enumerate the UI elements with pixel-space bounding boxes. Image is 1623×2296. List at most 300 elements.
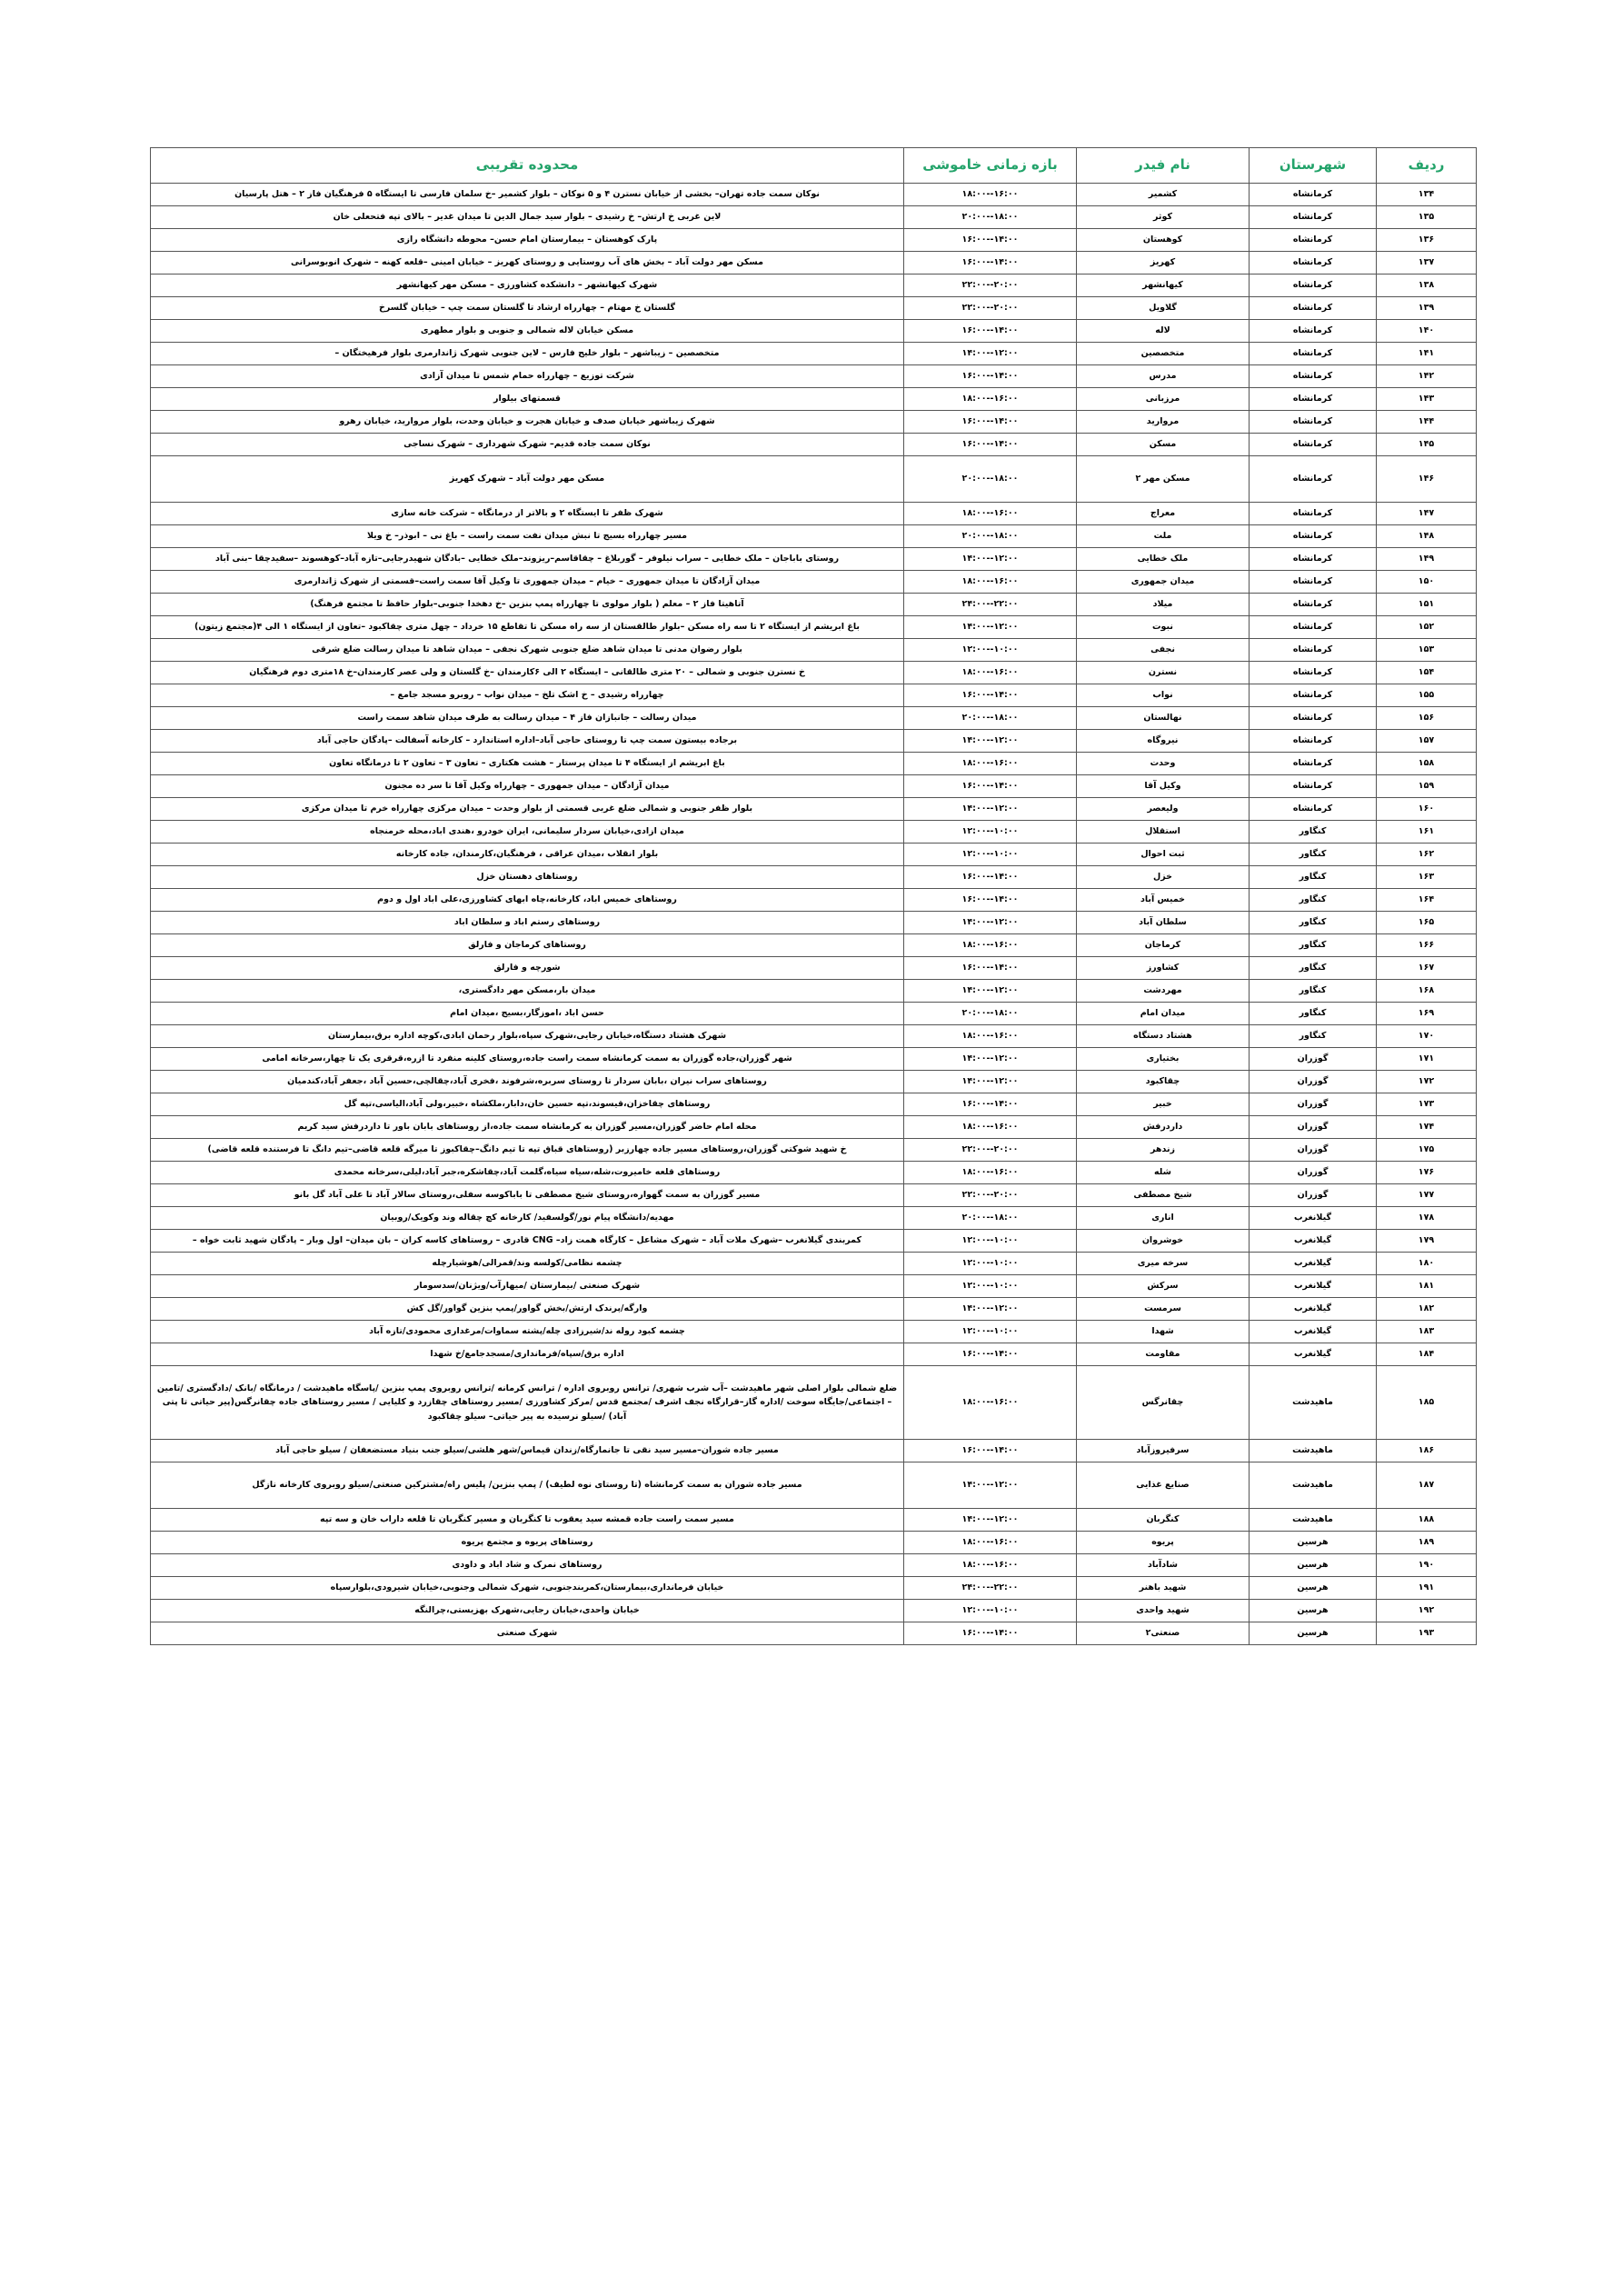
cell-feeder: نیروگاه: [1077, 730, 1250, 753]
cell-city: کرمانشاه: [1250, 184, 1377, 206]
cell-row-number: ۱۳۷: [1377, 252, 1477, 275]
cell-area: شهر گوزران،جاده گوزران به سمت کرمانشاه سمت راست جاده،روستای کلینه منفرد تا ازره،قرقری یک تا چهار،سرخانه امامی: [151, 1048, 904, 1071]
table-row: [151, 957, 1477, 980]
cell-city: گوزران: [1250, 1184, 1377, 1207]
cell-outage-time: ۱۰:۰۰--۱۲:۰۰: [904, 639, 1077, 662]
cell-outage-time: ۲۰:۰۰--۲۲:۰۰: [904, 275, 1077, 297]
table-row: [151, 1366, 1477, 1440]
cell-feeder: وکیل آقا: [1077, 775, 1250, 798]
table-row: [151, 889, 1477, 912]
cell-outage-time: ۱۲:۰۰--۱۴:۰۰: [904, 730, 1077, 753]
cell-row-number: ۱۵۰: [1377, 571, 1477, 594]
cell-feeder: کشاورز: [1077, 957, 1250, 980]
table-row: [151, 1162, 1477, 1184]
cell-feeder: صنعتی۲: [1077, 1622, 1250, 1645]
cell-outage-time: ۲۰:۰۰--۲۲:۰۰: [904, 297, 1077, 320]
cell-area: میدان آزادگان – میدان جمهوری – چهارراه وکیل آقا تا سر ده مجنون: [151, 775, 904, 798]
cell-area: وارگه/پرندک ارتش/بخش گواور/پمپ بنزین گواور/گل کش: [151, 1298, 904, 1321]
cell-outage-time: ۱۲:۰۰--۱۴:۰۰: [904, 798, 1077, 821]
cell-outage-time: ۱۴:۰۰--۱۶:۰۰: [904, 775, 1077, 798]
cell-row-number: ۱۸۴: [1377, 1343, 1477, 1366]
cell-feeder: متخصصین: [1077, 343, 1250, 365]
cell-city: گیلانغرب: [1250, 1230, 1377, 1253]
cell-city: گیلانغرب: [1250, 1321, 1377, 1343]
cell-row-number: ۱۶۸: [1377, 980, 1477, 1003]
cell-city: گیلانغرب: [1250, 1253, 1377, 1275]
table-row: [151, 844, 1477, 866]
cell-feeder: مقاومت: [1077, 1343, 1250, 1366]
cell-outage-time: ۱۴:۰۰--۱۶:۰۰: [904, 1622, 1077, 1645]
cell-area: روستاهای خمیس اباد، کارخانه،چاه ابهای کشاورزی،علی اباد اول و دوم: [151, 889, 904, 912]
cell-feeder: شهید واحدی: [1077, 1600, 1250, 1622]
cell-feeder: نجفی: [1077, 639, 1250, 662]
cell-outage-time: ۱۰:۰۰--۱۲:۰۰: [904, 1230, 1077, 1253]
cell-outage-time: ۱۶:۰۰--۱۸:۰۰: [904, 1366, 1077, 1440]
cell-city: کنگاور: [1250, 821, 1377, 844]
cell-feeder: نهالستان: [1077, 707, 1250, 730]
cell-row-number: ۱۶۵: [1377, 912, 1477, 934]
cell-city: هرسین: [1250, 1622, 1377, 1645]
cell-feeder: مسکن: [1077, 434, 1250, 456]
cell-city: کرمانشاه: [1250, 275, 1377, 297]
cell-city: کرمانشاه: [1250, 434, 1377, 456]
cell-feeder: معراج: [1077, 503, 1250, 525]
table-row: [151, 684, 1477, 707]
table-row: [151, 1048, 1477, 1071]
cell-outage-time: ۱۲:۰۰--۱۴:۰۰: [904, 1509, 1077, 1532]
cell-outage-time: ۱۴:۰۰--۱۶:۰۰: [904, 1093, 1077, 1116]
table-row: [151, 1577, 1477, 1600]
cell-row-number: ۱۶۰: [1377, 798, 1477, 821]
table-body: [151, 184, 1477, 1645]
cell-feeder: نسترن: [1077, 662, 1250, 684]
cell-feeder: گلاویل: [1077, 297, 1250, 320]
cell-feeder: وحدت: [1077, 753, 1250, 775]
cell-row-number: ۱۷۷: [1377, 1184, 1477, 1207]
cell-feeder: میدان جمهوری: [1077, 571, 1250, 594]
cell-city: کنگاور: [1250, 980, 1377, 1003]
table-row: [151, 1298, 1477, 1321]
cell-outage-time: ۱۲:۰۰--۱۴:۰۰: [904, 343, 1077, 365]
cell-outage-time: ۱۸:۰۰--۲۰:۰۰: [904, 456, 1077, 503]
cell-city: ماهیدشت: [1250, 1462, 1377, 1509]
cell-row-number: ۱۵۶: [1377, 707, 1477, 730]
cell-row-number: ۱۳۹: [1377, 297, 1477, 320]
cell-row-number: ۱۶۶: [1377, 934, 1477, 957]
header-row-number: ردیف: [1377, 148, 1477, 184]
cell-outage-time: ۱۴:۰۰--۱۶:۰۰: [904, 229, 1077, 252]
cell-outage-time: ۱۴:۰۰--۱۶:۰۰: [904, 866, 1077, 889]
cell-area: برجاده بیستون سمت چپ تا روستای حاجی آباد–اداره استاندارد – کارخانه آسفالت –پادگان حاجی آباد: [151, 730, 904, 753]
cell-area: شرکت توزیع – چهارراه حمام شمس تا میدان آزادی: [151, 365, 904, 388]
cell-area: شهرک زیباشهر خیابان صدف و خیابان هجرت و خیابان وحدت، بلوار مروارید، خیابان رهرو: [151, 411, 904, 434]
cell-outage-time: ۱۰:۰۰--۱۲:۰۰: [904, 1321, 1077, 1343]
cell-city: کرمانشاه: [1250, 365, 1377, 388]
cell-row-number: ۱۸۰: [1377, 1253, 1477, 1275]
cell-feeder: هشتاد دستگاه: [1077, 1025, 1250, 1048]
cell-city: ماهیدشت: [1250, 1440, 1377, 1462]
cell-area: میدان بار،مسکن مهر دادگستری،: [151, 980, 904, 1003]
outage-schedule-sheet: [150, 147, 1477, 1645]
cell-feeder: صنایع غذایی: [1077, 1462, 1250, 1509]
cell-row-number: ۱۵۴: [1377, 662, 1477, 684]
cell-feeder: لاله: [1077, 320, 1250, 343]
cell-row-number: ۱۷۵: [1377, 1139, 1477, 1162]
cell-city: کرمانشاه: [1250, 616, 1377, 639]
table-row: [151, 616, 1477, 639]
cell-row-number: ۱۴۴: [1377, 411, 1477, 434]
cell-area: شورچه و فارلق: [151, 957, 904, 980]
table-row: [151, 662, 1477, 684]
cell-city: گوزران: [1250, 1139, 1377, 1162]
cell-outage-time: ۱۶:۰۰--۱۸:۰۰: [904, 1554, 1077, 1577]
cell-feeder: شله: [1077, 1162, 1250, 1184]
table-row: [151, 1139, 1477, 1162]
cell-feeder: سرمست: [1077, 1298, 1250, 1321]
cell-city: گیلانغرب: [1250, 1275, 1377, 1298]
table-row: [151, 775, 1477, 798]
cell-row-number: ۱۳۶: [1377, 229, 1477, 252]
cell-row-number: ۱۴۶: [1377, 456, 1477, 503]
cell-row-number: ۱۴۹: [1377, 548, 1477, 571]
cell-outage-time: ۱۴:۰۰--۱۶:۰۰: [904, 252, 1077, 275]
cell-outage-time: ۱۸:۰۰--۲۰:۰۰: [904, 525, 1077, 548]
header-feeder: نام فیدر: [1077, 148, 1250, 184]
cell-feeder: کرماجان: [1077, 934, 1250, 957]
cell-outage-time: ۱۰:۰۰--۱۲:۰۰: [904, 1600, 1077, 1622]
cell-outage-time: ۱۶:۰۰--۱۸:۰۰: [904, 1116, 1077, 1139]
cell-area: چهارراه رشیدی – خ اشک تلخ – میدان نواب – روبرو مسجد جامع –: [151, 684, 904, 707]
cell-city: گیلانغرب: [1250, 1298, 1377, 1321]
cell-outage-time: ۱۶:۰۰--۱۸:۰۰: [904, 1532, 1077, 1554]
cell-city: کرمانشاه: [1250, 229, 1377, 252]
cell-area: چشمه کبود روله ند/شیرزادی چله/پشته سماوات/مرغداری محمودی/تازه آباد: [151, 1321, 904, 1343]
cell-feeder: سلطان آباد: [1077, 912, 1250, 934]
cell-row-number: ۱۴۷: [1377, 503, 1477, 525]
cell-row-number: ۱۳۴: [1377, 184, 1477, 206]
cell-feeder: چقاکبود: [1077, 1071, 1250, 1093]
cell-area: نوکان سمت جاده قدیم– شهرک شهرداری – شهرک نساجی: [151, 434, 904, 456]
cell-area: روستاهای سراب نیران ،بابان سردار تا روستای سربره،شرفوند ،فخری آباد،چقالچی،حسین آباد ،جعفر آباد،کندمیان: [151, 1071, 904, 1093]
cell-city: کنگاور: [1250, 1025, 1377, 1048]
cell-row-number: ۱۶۱: [1377, 821, 1477, 844]
cell-feeder: خمیس آباد: [1077, 889, 1250, 912]
cell-feeder: میدان امام: [1077, 1003, 1250, 1025]
cell-outage-time: ۱۶:۰۰--۱۸:۰۰: [904, 1162, 1077, 1184]
cell-area: میدان رسالت – جانبازان فاز ۴ – میدان رسالت به طرف میدان شاهد سمت راست: [151, 707, 904, 730]
table-row: [151, 912, 1477, 934]
cell-area: مسکن مهر دولت آباد – بخش های آب روستایی و روستای کهریز – خیابان امینی –قلعه کهنه – شهرک انوبوسرانی: [151, 252, 904, 275]
cell-row-number: ۱۳۸: [1377, 275, 1477, 297]
cell-city: کرمانشاه: [1250, 343, 1377, 365]
cell-city: کنگاور: [1250, 866, 1377, 889]
cell-feeder: کوثر: [1077, 206, 1250, 229]
cell-city: کرمانشاه: [1250, 730, 1377, 753]
cell-feeder: کنگربان: [1077, 1509, 1250, 1532]
cell-city: کرمانشاه: [1250, 456, 1377, 503]
cell-feeder: کهریز: [1077, 252, 1250, 275]
cell-feeder: مسکن مهر ۲: [1077, 456, 1250, 503]
cell-row-number: ۱۴۸: [1377, 525, 1477, 548]
cell-area: روستاهای کرماجان و فارلق: [151, 934, 904, 957]
cell-outage-time: ۱۴:۰۰--۱۶:۰۰: [904, 684, 1077, 707]
cell-outage-time: ۱۶:۰۰--۱۸:۰۰: [904, 662, 1077, 684]
cell-area: شهرک صنعتی: [151, 1622, 904, 1645]
cell-row-number: ۱۸۲: [1377, 1298, 1477, 1321]
cell-row-number: ۱۷۴: [1377, 1116, 1477, 1139]
cell-city: کنگاور: [1250, 889, 1377, 912]
cell-feeder: مرزبانی: [1077, 388, 1250, 411]
table-row: [151, 1003, 1477, 1025]
cell-feeder: استقلال: [1077, 821, 1250, 844]
cell-row-number: ۱۷۶: [1377, 1162, 1477, 1184]
table-row: [151, 1343, 1477, 1366]
cell-row-number: ۱۵۱: [1377, 594, 1477, 616]
cell-outage-time: ۱۴:۰۰--۱۶:۰۰: [904, 320, 1077, 343]
cell-feeder: خزل: [1077, 866, 1250, 889]
cell-row-number: ۱۷۲: [1377, 1071, 1477, 1093]
table-row: [151, 184, 1477, 206]
cell-feeder: ملت: [1077, 525, 1250, 548]
header-outage-time: بازه زمانی خاموشی: [904, 148, 1077, 184]
table-row: [151, 1440, 1477, 1462]
cell-area: مسیر جاده شوران به سمت کرمانشاه (تا روستای نوه لطیف) / پمپ بنزین/ پلیس راه/مشترکین صنعتی/سیلو روبروی کارخانه نازگل: [151, 1462, 904, 1509]
table-row: [151, 707, 1477, 730]
cell-outage-time: ۱۲:۰۰--۱۴:۰۰: [904, 548, 1077, 571]
cell-area: پارک کوهستان – بیمارستان امام حسن– محوطه دانشگاه رازی: [151, 229, 904, 252]
table-row: [151, 1230, 1477, 1253]
cell-row-number: ۱۸۹: [1377, 1532, 1477, 1554]
cell-row-number: ۱۴۰: [1377, 320, 1477, 343]
cell-outage-time: ۲۲:۰۰--۲۴:۰۰: [904, 1577, 1077, 1600]
cell-row-number: ۱۶۲: [1377, 844, 1477, 866]
cell-feeder: پریوه: [1077, 1532, 1250, 1554]
table-row: [151, 1207, 1477, 1230]
table-row: [151, 1622, 1477, 1645]
cell-outage-time: ۱۶:۰۰--۱۸:۰۰: [904, 934, 1077, 957]
cell-area: لاین غربی خ ارتش– خ رشیدی – بلوار سید جمال الدین تا میدان غدیر – بالای تپه فتحعلی خان: [151, 206, 904, 229]
cell-city: کرمانشاه: [1250, 206, 1377, 229]
cell-city: کرمانشاه: [1250, 411, 1377, 434]
table-row: [151, 1462, 1477, 1509]
cell-city: هرسین: [1250, 1600, 1377, 1622]
table-row: [151, 571, 1477, 594]
cell-area: روستاهای دهستان خزل: [151, 866, 904, 889]
cell-outage-time: ۱۰:۰۰--۱۲:۰۰: [904, 844, 1077, 866]
cell-row-number: ۱۶۳: [1377, 866, 1477, 889]
cell-row-number: ۱۶۷: [1377, 957, 1477, 980]
cell-feeder: نبوت: [1077, 616, 1250, 639]
cell-area: مسکن مهر دولت آباد – شهرک کهریز: [151, 456, 904, 503]
cell-area: باغ ابریشم از ایستگاه ۴ تا میدان پرستار – هشت هکتاری – تعاون ۳ – تعاون ۲ تا درمانگاه تعاون: [151, 753, 904, 775]
table-row: [151, 320, 1477, 343]
table-row: [151, 206, 1477, 229]
table-row: [151, 1184, 1477, 1207]
table-row: [151, 980, 1477, 1003]
cell-outage-time: ۱۶:۰۰--۱۸:۰۰: [904, 184, 1077, 206]
cell-area: شهرک ظفر تا ایستگاه ۲ و بالاتر از درمانگاه – شرکت خانه سازی: [151, 503, 904, 525]
cell-area: گلستان خ مهتام – چهارراه ارشاد تا گلستان سمت چپ – خیابان گلسرخ: [151, 297, 904, 320]
cell-area: میدان ازادی،خیابان سردار سلیمانی، ایران خودرو ،هندی اباد،محله خرمنجاه: [151, 821, 904, 844]
table-row: [151, 798, 1477, 821]
cell-row-number: ۱۷۸: [1377, 1207, 1477, 1230]
cell-outage-time: ۱۴:۰۰--۱۶:۰۰: [904, 957, 1077, 980]
cell-row-number: ۱۴۱: [1377, 343, 1477, 365]
cell-feeder: سرخه میری: [1077, 1253, 1250, 1275]
cell-city: گیلانغرب: [1250, 1207, 1377, 1230]
cell-row-number: ۱۵۵: [1377, 684, 1477, 707]
table-row: [151, 753, 1477, 775]
cell-row-number: ۱۵۹: [1377, 775, 1477, 798]
cell-feeder: شهید باهنر: [1077, 1577, 1250, 1600]
outage-schedule-table: [150, 147, 1477, 1645]
cell-area: حسن اباد ،اموزگار،بسیج ،میدان امام: [151, 1003, 904, 1025]
cell-outage-time: ۱۶:۰۰--۱۸:۰۰: [904, 388, 1077, 411]
table-row: [151, 548, 1477, 571]
cell-area: خ شهید شوکتی گوزران،روستاهای مسیر جاده چهارزبر (روستاهای قباق تپه تا تیم دانگ–چقاکبوز تا میرگه قلعه قاضی–تیم دانگ تا فرستنده قلعه قاضی): [151, 1139, 904, 1162]
table-row: [151, 456, 1477, 503]
table-row: [151, 1071, 1477, 1093]
table-row: [151, 1532, 1477, 1554]
cell-row-number: ۱۵۷: [1377, 730, 1477, 753]
cell-row-number: ۱۹۲: [1377, 1600, 1477, 1622]
cell-area: مسکن خیابان لاله شمالی و جنوبی و بلوار مطهری: [151, 320, 904, 343]
cell-city: گوزران: [1250, 1093, 1377, 1116]
cell-outage-time: ۱۰:۰۰--۱۲:۰۰: [904, 1253, 1077, 1275]
cell-outage-time: ۲۰:۰۰--۲۲:۰۰: [904, 1139, 1077, 1162]
cell-area: شهرک کیهانشهر – دانشکده کشاورزی – مسکن مهر کیهانشهر: [151, 275, 904, 297]
cell-outage-time: ۱۶:۰۰--۱۸:۰۰: [904, 753, 1077, 775]
cell-area: مسیر گوزران به سمت گهواره،روستای شیخ مصطفی تا باباکوسه سفلی،روستای سالار آباد تا علی آباد گل بانو: [151, 1184, 904, 1207]
table-row: [151, 730, 1477, 753]
cell-city: گیلانغرب: [1250, 1343, 1377, 1366]
cell-feeder: شیخ مصطفی: [1077, 1184, 1250, 1207]
cell-outage-time: ۱۴:۰۰--۱۶:۰۰: [904, 1343, 1077, 1366]
cell-row-number: ۱۹۱: [1377, 1577, 1477, 1600]
cell-city: گوزران: [1250, 1071, 1377, 1093]
cell-row-number: ۱۸۱: [1377, 1275, 1477, 1298]
cell-outage-time: ۱۴:۰۰--۱۶:۰۰: [904, 434, 1077, 456]
cell-area: روستاهای چقاخزان،قیسوند،تپه حسین خان،دابار،ملکشاه ،خبیر،ولی آباد،الیاسی،تپه گل: [151, 1093, 904, 1116]
cell-outage-time: ۱۸:۰۰--۲۰:۰۰: [904, 1003, 1077, 1025]
cell-outage-time: ۱۶:۰۰--۱۸:۰۰: [904, 503, 1077, 525]
table-row: [151, 1116, 1477, 1139]
table-row: [151, 594, 1477, 616]
cell-city: کرمانشاه: [1250, 388, 1377, 411]
cell-area: خیابان فرمانداری،بیمارستان،کمربندجنوبی، شهرک شمالی وجنوبی،خیابان شیرودی،بلوارسپاه: [151, 1577, 904, 1600]
table-row: [151, 866, 1477, 889]
cell-row-number: ۱۷۱: [1377, 1048, 1477, 1071]
table-row: [151, 297, 1477, 320]
cell-feeder: مهردشت: [1077, 980, 1250, 1003]
cell-outage-time: ۱۸:۰۰--۲۰:۰۰: [904, 707, 1077, 730]
table-row: [151, 639, 1477, 662]
cell-city: کرمانشاه: [1250, 707, 1377, 730]
cell-area: بلوار ظفر جنوبی و شمالی ضلع غربی قسمتی از بلوار وحدت – میدان مرکزی چهارراه خرم تا میدان مرکزی: [151, 798, 904, 821]
cell-feeder: ثبت احوال: [1077, 844, 1250, 866]
cell-city: ماهیدشت: [1250, 1509, 1377, 1532]
cell-feeder: سرفیروزآباد: [1077, 1440, 1250, 1462]
cell-outage-time: ۱۲:۰۰--۱۴:۰۰: [904, 980, 1077, 1003]
cell-city: کنگاور: [1250, 912, 1377, 934]
cell-row-number: ۱۹۳: [1377, 1622, 1477, 1645]
cell-outage-time: ۱۸:۰۰--۲۰:۰۰: [904, 206, 1077, 229]
table-row: [151, 1509, 1477, 1532]
cell-outage-time: ۱۴:۰۰--۱۶:۰۰: [904, 411, 1077, 434]
table-row: [151, 1253, 1477, 1275]
cell-city: کرمانشاه: [1250, 594, 1377, 616]
cell-area: محله امام حاضر گوزران،مسیر گوزران به کرمانشاه سمت جاده،از روستاهای بابان باور تا داردرفش سید کریم: [151, 1116, 904, 1139]
table-row: [151, 1321, 1477, 1343]
cell-city: کرمانشاه: [1250, 662, 1377, 684]
cell-row-number: ۱۵۲: [1377, 616, 1477, 639]
cell-area: مهدیه/دانشگاه پیام نور/گولسفید/ کارخانه کچ چقاله وند وکویک/روبیان: [151, 1207, 904, 1230]
cell-feeder: داردرفش: [1077, 1116, 1250, 1139]
cell-row-number: ۱۸۳: [1377, 1321, 1477, 1343]
cell-area: میدان آزادگان تا میدان جمهوری – خیام – میدان جمهوری تا وکیل آقا سمت راست–قسمتی از شهرک ژاندارمری: [151, 571, 904, 594]
cell-city: کرمانشاه: [1250, 798, 1377, 821]
cell-area: کمربندی گیلانغرب –شهرک ملات آباد – شهرک مشاعل – کارگاه همت زاد– CNG قادری – روستاهای کاسه کران – بان میدان– اول وبار – پادگان شهید ثابت خواه –: [151, 1230, 904, 1253]
cell-area: قسمتهای بیلوار: [151, 388, 904, 411]
cell-area: آتاهیتا فاز ۲ – معلم ( بلوار مولوی تا چهارراه پمپ بنزین –خ دهخدا جنوبی–بلوار حافظ تا مجتمع فرهنگ): [151, 594, 904, 616]
cell-city: کنگاور: [1250, 1003, 1377, 1025]
cell-row-number: ۱۵۸: [1377, 753, 1477, 775]
cell-row-number: ۱۳۵: [1377, 206, 1477, 229]
cell-area: روستاهای قلعه خامیروت،شله،سیاه سیاه،گلمت آباد،چقاشکره،جبر آباد،لیلی،سرخانه محمدی: [151, 1162, 904, 1184]
cell-area: خیابان واحدی،خیابان رجایی،شهرک بهزیستی،چرالنگه: [151, 1600, 904, 1622]
cell-feeder: شهدا: [1077, 1321, 1250, 1343]
cell-row-number: ۱۴۲: [1377, 365, 1477, 388]
cell-area: چشمه نظامی/کولسه وند/قمرالی/هوشیارچله: [151, 1253, 904, 1275]
cell-city: کنگاور: [1250, 934, 1377, 957]
cell-outage-time: ۲۲:۰۰--۲۴:۰۰: [904, 594, 1077, 616]
table-header-row: [151, 148, 1477, 184]
cell-city: کرمانشاه: [1250, 548, 1377, 571]
header-area: محدوده تقریبی: [151, 148, 904, 184]
cell-area: مسیر جاده شوران–مسیر سید نقی تا جانمارگاه/زندان قیماس/شهر هلشی/سیلو جنب بنیاد مستضعفان / سیلو حاجی آباد: [151, 1440, 904, 1462]
cell-feeder: بختیاری: [1077, 1048, 1250, 1071]
cell-city: کرمانشاه: [1250, 297, 1377, 320]
table-row: [151, 343, 1477, 365]
cell-city: هرسین: [1250, 1554, 1377, 1577]
cell-city: کرمانشاه: [1250, 503, 1377, 525]
cell-outage-time: ۱۲:۰۰--۱۴:۰۰: [904, 912, 1077, 934]
cell-city: کرمانشاه: [1250, 571, 1377, 594]
cell-city: کرمانشاه: [1250, 684, 1377, 707]
cell-city: کرمانشاه: [1250, 252, 1377, 275]
cell-area: روستاهای نمرک و شاد اباد و داودی: [151, 1554, 904, 1577]
header-city: شهرستان: [1250, 148, 1377, 184]
table-row: [151, 934, 1477, 957]
cell-area: روستاهای پریوه و مجتمع پریوه: [151, 1532, 904, 1554]
cell-city: کرمانشاه: [1250, 525, 1377, 548]
cell-outage-time: ۱۴:۰۰--۱۶:۰۰: [904, 365, 1077, 388]
cell-row-number: ۱۷۳: [1377, 1093, 1477, 1116]
cell-area: مسیر چهارراه بسیج تا نبش میدان نفت سمت راست – باغ نی – ابوذر– خ ویلا: [151, 525, 904, 548]
table-row: [151, 365, 1477, 388]
cell-row-number: ۱۸۷: [1377, 1462, 1477, 1509]
cell-feeder: کشمیر: [1077, 184, 1250, 206]
cell-city: گوزران: [1250, 1048, 1377, 1071]
cell-city: کنگاور: [1250, 844, 1377, 866]
cell-outage-time: ۱۰:۰۰--۱۲:۰۰: [904, 821, 1077, 844]
cell-outage-time: ۱۲:۰۰--۱۴:۰۰: [904, 616, 1077, 639]
table-row: [151, 821, 1477, 844]
cell-feeder: کیهانشهر: [1077, 275, 1250, 297]
table-row: [151, 252, 1477, 275]
table-row: [151, 275, 1477, 297]
cell-outage-time: ۱۲:۰۰--۱۴:۰۰: [904, 1071, 1077, 1093]
